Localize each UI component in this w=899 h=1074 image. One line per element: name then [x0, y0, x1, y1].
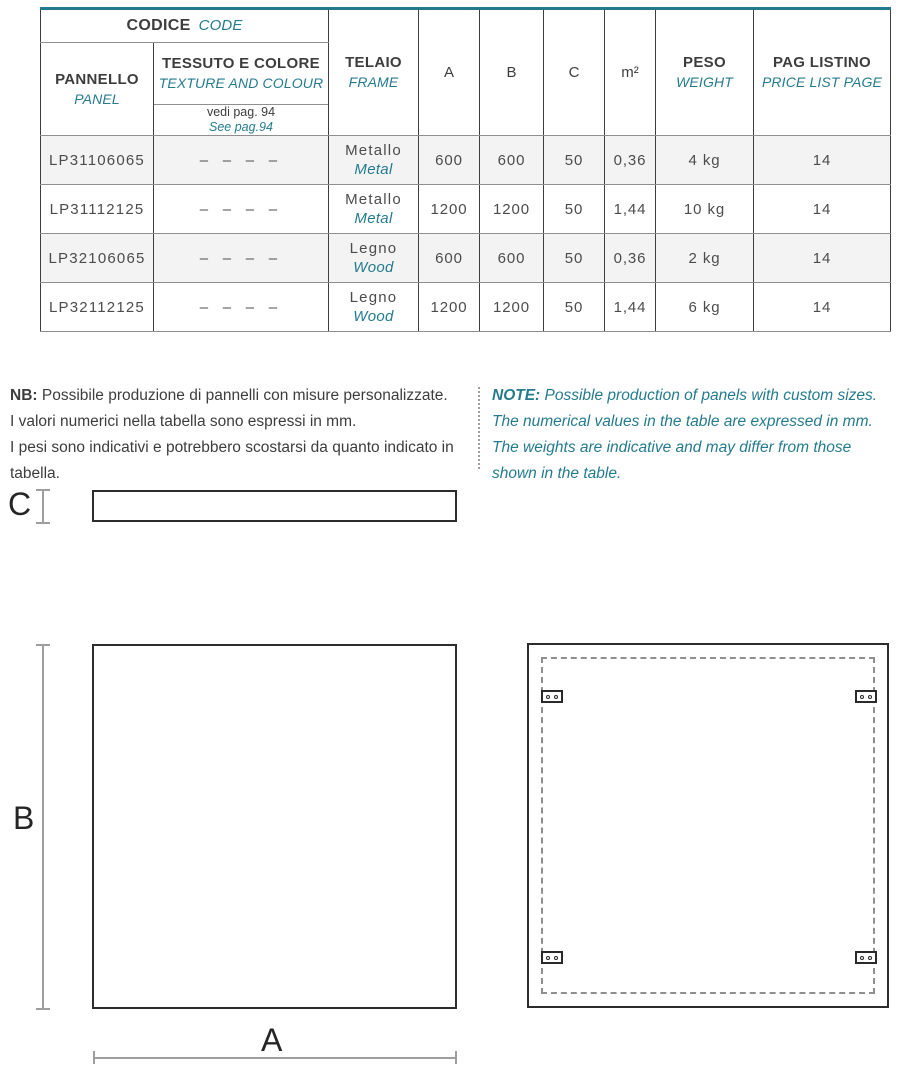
cell-weight: 10 kg	[656, 185, 754, 234]
mounting-bracket-icon	[541, 951, 563, 964]
cell-frame: Legno Wood	[329, 283, 419, 332]
cell-code: LP31106065	[41, 136, 154, 185]
screw-hole-icon	[868, 695, 872, 699]
mounting-bracket-icon	[855, 951, 877, 964]
cell-code: LP32106065	[41, 234, 154, 283]
header-codice	[41, 9, 329, 43]
cell-code: LP32112125	[41, 283, 154, 332]
spec-table	[40, 7, 891, 332]
cell-b: 600	[480, 136, 544, 185]
header-vedi-pag: vedi pag. 94 See pag.94	[154, 105, 329, 136]
cell-a: 1200	[419, 283, 480, 332]
header-pag-listino: PAG LISTINO PRICE LIST PAGE	[754, 9, 891, 136]
label-b: B	[13, 800, 35, 836]
mounting-bracket-icon	[541, 690, 563, 703]
screw-hole-icon	[860, 956, 864, 960]
header-col-a: A	[419, 9, 480, 136]
screw-hole-icon	[546, 956, 550, 960]
note-english-line2: The numerical values in the table are expressed in mm.	[492, 413, 873, 430]
note-italian-prefix: NB:	[10, 387, 38, 404]
cell-m2: 1,44	[605, 185, 656, 234]
cell-weight: 6 kg	[656, 283, 754, 332]
panel-front-view	[92, 644, 457, 1009]
cell-m2: 0,36	[605, 136, 656, 185]
table-row	[41, 185, 891, 234]
label-a: A	[261, 1022, 283, 1058]
note-english-prefix: NOTE:	[492, 387, 541, 404]
screw-hole-icon	[554, 695, 558, 699]
cell-page: 14	[754, 283, 891, 332]
cell-c: 50	[544, 283, 605, 332]
cell-page: 14	[754, 136, 891, 185]
header-peso: PESO WEIGHT	[656, 9, 754, 136]
cell-m2: 1,44	[605, 283, 656, 332]
cell-texture: – – – –	[154, 136, 329, 185]
cell-c: 50	[544, 185, 605, 234]
cell-c: 50	[544, 136, 605, 185]
cell-a: 600	[419, 234, 480, 283]
header-codice-en: CODE	[198, 17, 243, 34]
note-english	[492, 383, 894, 487]
note-italian-line2: I valori numerici nella tabella sono espressi in mm.	[10, 413, 357, 430]
cell-weight: 4 kg	[656, 136, 754, 185]
a-dimension-line	[93, 1051, 457, 1064]
table-row	[41, 136, 891, 185]
cell-weight: 2 kg	[656, 234, 754, 283]
screw-hole-icon	[554, 956, 558, 960]
cell-page: 14	[754, 234, 891, 283]
c-dimension-line	[36, 489, 50, 524]
cell-page: 14	[754, 185, 891, 234]
b-dimension-line	[36, 644, 50, 1010]
table-row	[41, 283, 891, 332]
header-col-b: B	[480, 9, 544, 136]
mounting-bracket-icon	[855, 690, 877, 703]
note-italian-line1: Possibile produzione di pannelli con misure personalizzate.	[41, 387, 448, 404]
screw-hole-icon	[546, 695, 550, 699]
cell-b: 1200	[480, 185, 544, 234]
cell-texture: – – – –	[154, 283, 329, 332]
header-codice-it: CODICE	[126, 17, 191, 34]
cell-b: 600	[480, 234, 544, 283]
screw-hole-icon	[860, 695, 864, 699]
dashed-inner-outline	[541, 657, 875, 994]
note-italian	[10, 383, 472, 487]
cell-texture: – – – –	[154, 185, 329, 234]
panel-side-view	[92, 490, 457, 522]
cell-frame: Metallo Metal	[329, 185, 419, 234]
cell-m2: 0,36	[605, 234, 656, 283]
table-row	[41, 234, 891, 283]
cell-frame: Metallo Metal	[329, 136, 419, 185]
label-c: C	[8, 486, 32, 522]
cell-c: 50	[544, 234, 605, 283]
note-english-line1: Possible production of panels with custom sizes.	[544, 387, 878, 404]
panel-back-view	[527, 643, 889, 1008]
cell-frame: Legno Wood	[329, 234, 419, 283]
cell-texture: – – – –	[154, 234, 329, 283]
screw-hole-icon	[868, 956, 872, 960]
header-col-c: C	[544, 9, 605, 136]
cell-code: LP31112125	[41, 185, 154, 234]
notes-divider	[478, 387, 480, 469]
header-tessuto: TESSUTO E COLORE TEXTURE AND COLOUR	[154, 43, 329, 105]
cell-a: 1200	[419, 185, 480, 234]
note-english-line3: The weights are indicative and may differ from those shown in the table.	[492, 439, 852, 482]
cell-b: 1200	[480, 283, 544, 332]
header-telaio: TELAIO FRAME	[329, 9, 419, 136]
note-italian-line3: I pesi sono indicativi e potrebbero scostarsi da quanto indicato in tabella.	[10, 439, 454, 482]
cell-a: 600	[419, 136, 480, 185]
header-col-m2: m²	[605, 9, 656, 136]
header-pannello: PANNELLO PANEL	[41, 43, 154, 136]
